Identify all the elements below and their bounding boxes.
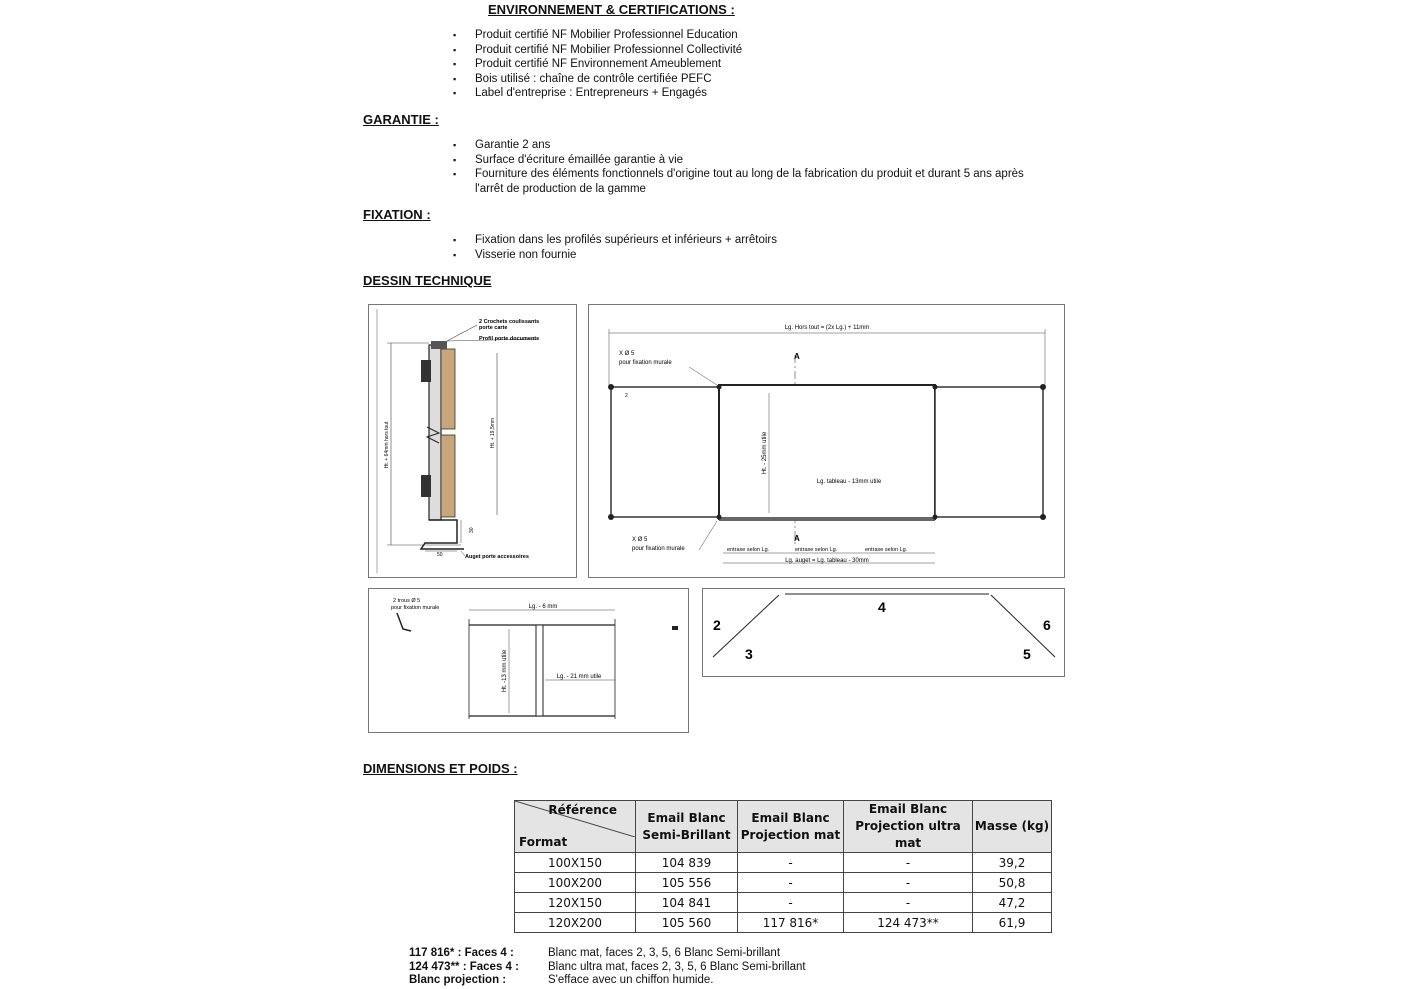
cell-projection-ultra-mat: - — [844, 853, 973, 873]
cell-masse: 47,2 — [973, 893, 1052, 913]
list-item: ▪ Garantie 2 ans — [475, 138, 1024, 153]
list-item: ▪ Produit certifié NF Mobilier Professionnel Collectivité — [475, 43, 742, 58]
front-section-a-bottom: A — [794, 534, 800, 543]
table-row — [515, 853, 1052, 873]
side-label-porte-carte: porte carte — [479, 325, 508, 331]
cell-semi-brillant: 104 841 — [636, 893, 738, 913]
front-fix-top-a: X Ø 5 — [619, 351, 635, 357]
garantie-heading: GARANTIE : — [363, 112, 439, 127]
cell-projection-mat: 117 816* — [738, 913, 844, 933]
header-format: Format — [519, 835, 568, 849]
front-label-vertical: Ht. - 25mm utile — [762, 431, 768, 475]
side-section-drawing — [368, 304, 577, 578]
cell-projection-ultra-mat: 124 473** — [844, 913, 973, 933]
cell-masse: 50,8 — [973, 873, 1052, 893]
footnote-row — [409, 961, 806, 975]
footnote-key: Blanc projection : — [409, 974, 507, 986]
cell-projection-ultra-mat: - — [844, 873, 973, 893]
cell-masse: 39,2 — [973, 853, 1052, 873]
footnotes — [409, 947, 806, 988]
header-masse: Masse (kg) — [973, 801, 1052, 853]
cell-format: 100X200 — [515, 873, 636, 893]
list-item: ▪ Surface d'écriture émaillée garantie à vie — [475, 153, 1024, 168]
side-label-profil: Profil porte documents — [479, 336, 540, 342]
list-item: ▪ Bois utilisé : chaîne de contrôle certifiée PEFC — [475, 72, 742, 87]
header-semi-brillant: Email Blanc Semi-Brillant — [636, 801, 738, 853]
cell-semi-brillant: 105 560 — [636, 913, 738, 933]
cell-semi-brillant: 105 556 — [636, 873, 738, 893]
header-projection-ultra-mat: Email Blanc Projection ultra mat — [844, 801, 973, 853]
cell-semi-brillant: 104 839 — [636, 853, 738, 873]
cell-projection-mat: - — [738, 853, 844, 873]
front-entraxe-1: entraxe selon Lg. — [727, 547, 770, 553]
hinge-drawing — [368, 588, 689, 733]
header-corner-cell — [515, 801, 636, 853]
list-item: ▪ Visserie non fournie — [475, 248, 777, 263]
face-2-label: 2 — [713, 617, 721, 633]
faces-diagram — [702, 588, 1065, 677]
fixation-heading: FIXATION : — [363, 207, 431, 222]
face-3-label: 3 — [745, 646, 753, 662]
env-heading: ENVIRONNEMENT & CERTIFICATIONS : — [488, 2, 735, 17]
side-label-30: 30 — [469, 527, 475, 533]
dimensions-heading: DIMENSIONS ET POIDS : — [363, 761, 518, 776]
list-item: ▪ Produit certifié NF Environnement Ameublement — [475, 57, 742, 72]
front-fix-bot-b: pour fixation murale — [632, 546, 685, 552]
front-fix-bot-a: X Ø 5 — [632, 537, 648, 543]
table-row — [515, 913, 1052, 933]
footnote-row — [409, 947, 806, 961]
footnote-value: Blanc ultra mat, faces 2, 3, 5, 6 Blanc Semi-brillant — [548, 960, 806, 973]
footnote-key: 124 473** : Faces 4 : — [409, 960, 519, 973]
cell-projection-ultra-mat: - — [844, 893, 973, 913]
hinge-label-holes-1: 2 trous Ø 5 — [393, 598, 421, 604]
front-entraxe-3: entraxe selon Lg. — [865, 547, 908, 553]
side-label-left: Ht. + 64mm hors tout — [384, 421, 390, 469]
side-label-auget: Auget porte accessoires — [465, 554, 529, 560]
hinge-label-top: Lg. - 6 mm — [528, 604, 558, 610]
footnote-value: S'efface avec un chiffon humide. — [548, 974, 714, 986]
front-label-auget: Lg. auget = Lg. tableau - 30mm — [785, 558, 869, 564]
front-label-top: Lg. Hors tout = (2x Lg.) + 11mm — [784, 325, 870, 331]
cell-projection-mat: - — [738, 873, 844, 893]
list-item: ▪ Fixation dans les profilés supérieurs et inférieurs + arrêtoirs — [475, 233, 777, 248]
front-elevation-drawing — [588, 304, 1065, 578]
cell-format: 120X200 — [515, 913, 636, 933]
list-item: ▪ Label d'entreprise : Entrepreneurs + Engagés — [475, 86, 742, 101]
cell-format: 120X150 — [515, 893, 636, 913]
footnote-key: 117 816* : Faces 4 : — [409, 947, 514, 959]
list-item: ▪ Fourniture des éléments fonctionnels d'origine tout au long de la fabrication du produit et durant 5 ans après — [475, 167, 1024, 182]
fixation-list — [475, 233, 777, 262]
front-fix-top-b: pour fixation murale — [619, 360, 672, 366]
side-section-svg — [369, 305, 576, 577]
front-label-center: Lg. tableau - 13mm utile — [816, 479, 882, 485]
face-5-label: 5 — [1023, 646, 1031, 662]
cell-projection-mat: - — [738, 893, 844, 913]
dimensions-table — [514, 800, 1052, 933]
header-reference: Référence — [548, 803, 617, 817]
garantie-list — [475, 138, 1024, 196]
env-list — [475, 28, 742, 101]
front-entraxe-2: entraxe selon Lg. — [795, 547, 838, 553]
list-item: ▪ Produit certifié NF Mobilier Professionnel Education — [475, 28, 742, 43]
face-6-label: 6 — [1043, 617, 1051, 633]
faces-svg — [703, 589, 1064, 676]
hinge-label-center: Lg. - 21 mm utile — [556, 674, 602, 680]
front-elevation-svg — [589, 305, 1064, 577]
side-label-50: 50 — [437, 552, 443, 558]
hinge-label-vertical: Ht. -13 mm utile — [502, 649, 508, 693]
footnote-value: Blanc mat, faces 2, 3, 5, 6 Blanc Semi-brillant — [548, 947, 781, 959]
front-corner-label: 2 — [625, 393, 628, 399]
cell-masse: 61,9 — [973, 913, 1052, 933]
table-row — [515, 893, 1052, 913]
hinge-svg — [369, 589, 688, 732]
side-label-crochets: 2 Crochets coulissants — [479, 319, 540, 325]
side-label-right: Ht. + 19,5mm — [490, 417, 496, 449]
table-row — [515, 873, 1052, 893]
front-section-a-top: A — [794, 352, 800, 361]
header-projection-mat: Email Blanc Projection mat — [738, 801, 844, 853]
face-4-label: 4 — [878, 599, 886, 615]
table-header-row — [515, 801, 1052, 853]
dessin-heading: DESSIN TECHNIQUE — [363, 273, 492, 288]
list-item-continuation: l'arrêt de production de la gamme — [475, 182, 646, 195]
hinge-label-holes-2: pour fixation murale — [391, 605, 440, 611]
footnote-row — [409, 974, 806, 988]
cell-format: 100X150 — [515, 853, 636, 873]
